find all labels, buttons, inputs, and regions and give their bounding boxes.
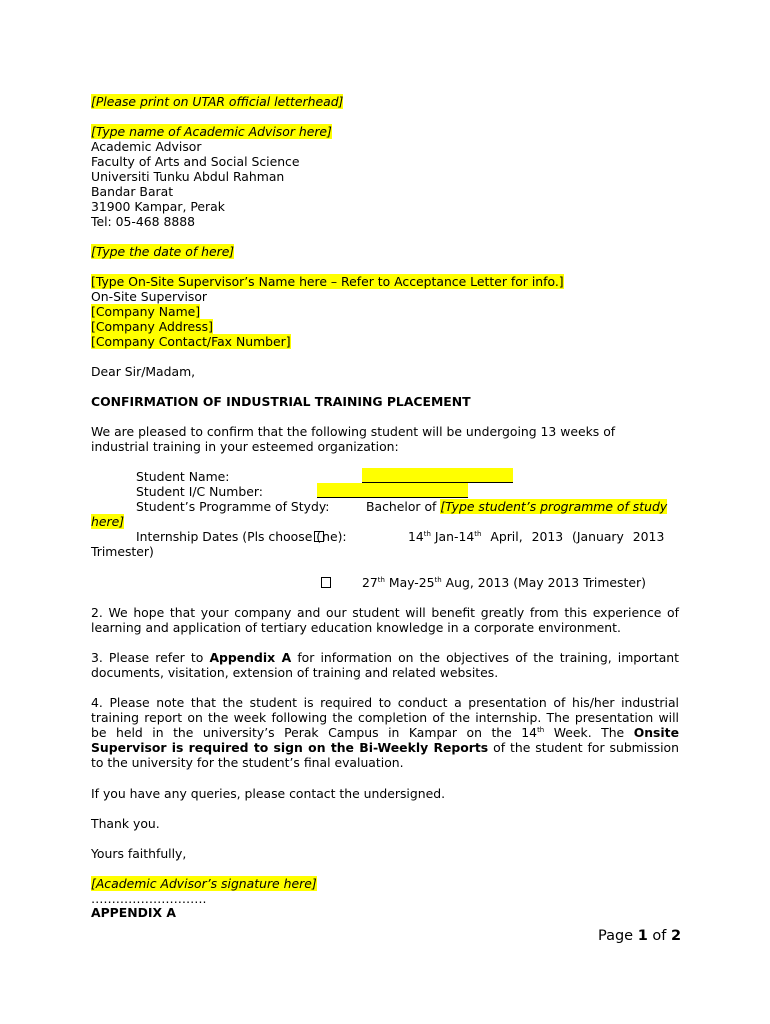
para4-line-4 [91,740,679,755]
date-placeholder [91,244,234,259]
internship-dates-label-text: Internship Dates (Pls choose ( [136,529,322,544]
para3-text-a: 3. Please refer to [91,650,210,665]
para3-line-1 [91,650,679,665]
advisor-name-text: [Type name of Academic Advisor here] [91,124,332,139]
option1-dates [408,529,664,544]
letterhead-note-text: [Please print on UTAR official letterhead] [91,94,344,109]
para4-sup: th [537,726,545,734]
para4-line-1: 4. Please note that the student is required to conduct a presentation of his/her industrial [91,695,679,710]
advisor-faculty: Faculty of Arts and Social Science [91,154,300,169]
intro-line-1: We are pleased to confirm that the following student will be undergoing 13 weeks of [91,424,616,439]
programme-value [366,499,667,514]
programme-placeholder-cont-text: here] [91,514,125,529]
para4-text-b: Week. The [544,725,634,740]
advisor-university: Universiti Tunku Abdul Rahman [91,169,285,184]
option2-sup1: th [377,576,385,584]
subject-heading: CONFIRMATION OF INDUSTRIAL TRAINING PLACEMENT [91,394,471,409]
option2-day1: 27 [362,575,378,590]
company-name [91,304,200,319]
programme-prefix: Bachelor of [366,499,437,514]
para3-text-b: for information on the objectives of the training, important [291,650,680,665]
para4-text-c: of the student for submission [488,740,679,755]
signature-placeholder [91,876,317,891]
page-current: 1 [637,928,648,944]
student-ic-blank[interactable] [317,483,468,498]
appendix-heading: APPENDIX A [91,905,176,920]
programme-label: Student’s Programme of Stydy: [136,499,330,514]
internship-dates-label [136,529,347,544]
para2-line-2: learning and application of tertiary education knowledge in a corporate environment. [91,620,621,635]
option2-day2: May-25 [384,575,435,590]
option1-sup1: th [423,530,431,538]
advisor-area: Bandar Barat [91,184,174,199]
para3-line-2: documents, visitation, extension of training and related websites. [91,665,499,680]
option2-checkbox[interactable] [321,577,331,588]
of-word: of [652,928,667,944]
company-contact [91,334,291,349]
para4-text-a: be held in the university’s Perak Campus in Kampar on the 14 [91,725,538,740]
recipient-title: On-Site Supervisor [91,289,208,304]
recipient-name-text: [Type On-Site Supervisor’s Name here – Refer to Acceptance Letter for info.] [91,274,564,289]
recipient-name-placeholder [91,274,564,289]
para4-bold-b: Supervisor is required to sign on the Bi-Weekly Reports [91,740,489,755]
thanks-line: Thank you. [91,816,160,831]
signature-dots: ………………………. [91,891,207,906]
page-total: 2 [671,928,682,944]
advisor-postcode: 31900 Kampar, Perak [91,199,225,214]
option1-day1: 14 [408,529,424,544]
page-number [598,928,681,944]
option2-row [321,575,331,590]
page-word: Page [598,928,634,944]
option1-rest: April, 2013 (January 2013 [481,529,665,544]
student-name-label: Student Name: [136,469,230,484]
student-ic-label: Student I/C Number: [136,484,263,499]
salutation: Dear Sir/Madam, [91,364,196,379]
para4-bold-a: Onsite [633,725,679,740]
para4-line-2: training report on the week following the completion of the internship. The presentation will [91,710,679,725]
option2-dates [362,575,646,590]
company-name-text: [Company Name] [91,304,201,319]
queries-line: If you have any queries, please contact the undersigned. [91,786,446,801]
company-address-text: [Company Address] [91,319,213,334]
para4-line-3 [91,725,679,740]
para3-appendix-ref: Appendix A [209,650,292,665]
para4-line-5: to the university for the student’s final evaluation. [91,755,404,770]
programme-placeholder-cont [91,514,124,529]
para2-line-1: 2. We hope that your company and our student will benefit greatly from this experience of [91,605,679,620]
programme-placeholder: [Type student’s programme of study [440,499,668,514]
signature-placeholder-text: [Academic Advisor’s signature here] [91,876,317,891]
company-contact-text: [Company Contact/Fax Number] [91,334,291,349]
advisor-tel: Tel: 05-468 8888 [91,214,195,229]
closing-line: Yours faithfully, [91,846,187,861]
option2-rest: Aug, 2013 (May 2013 Trimester) [441,575,646,590]
option2-sup2: th [434,576,442,584]
internship-dates-label-end: ne): [322,529,347,544]
advisor-title: Academic Advisor [91,139,202,154]
option1-sup2: th [474,530,482,538]
option1-cont: Trimester) [91,544,154,559]
company-address [91,319,213,334]
intro-line-2: industrial training in your esteemed organization: [91,439,399,454]
option1-day2: Jan-14 [430,529,475,544]
student-name-blank[interactable] [362,468,513,483]
letterhead-note [91,94,343,109]
date-placeholder-text: [Type the date of here] [91,244,235,259]
advisor-name-placeholder [91,124,332,139]
